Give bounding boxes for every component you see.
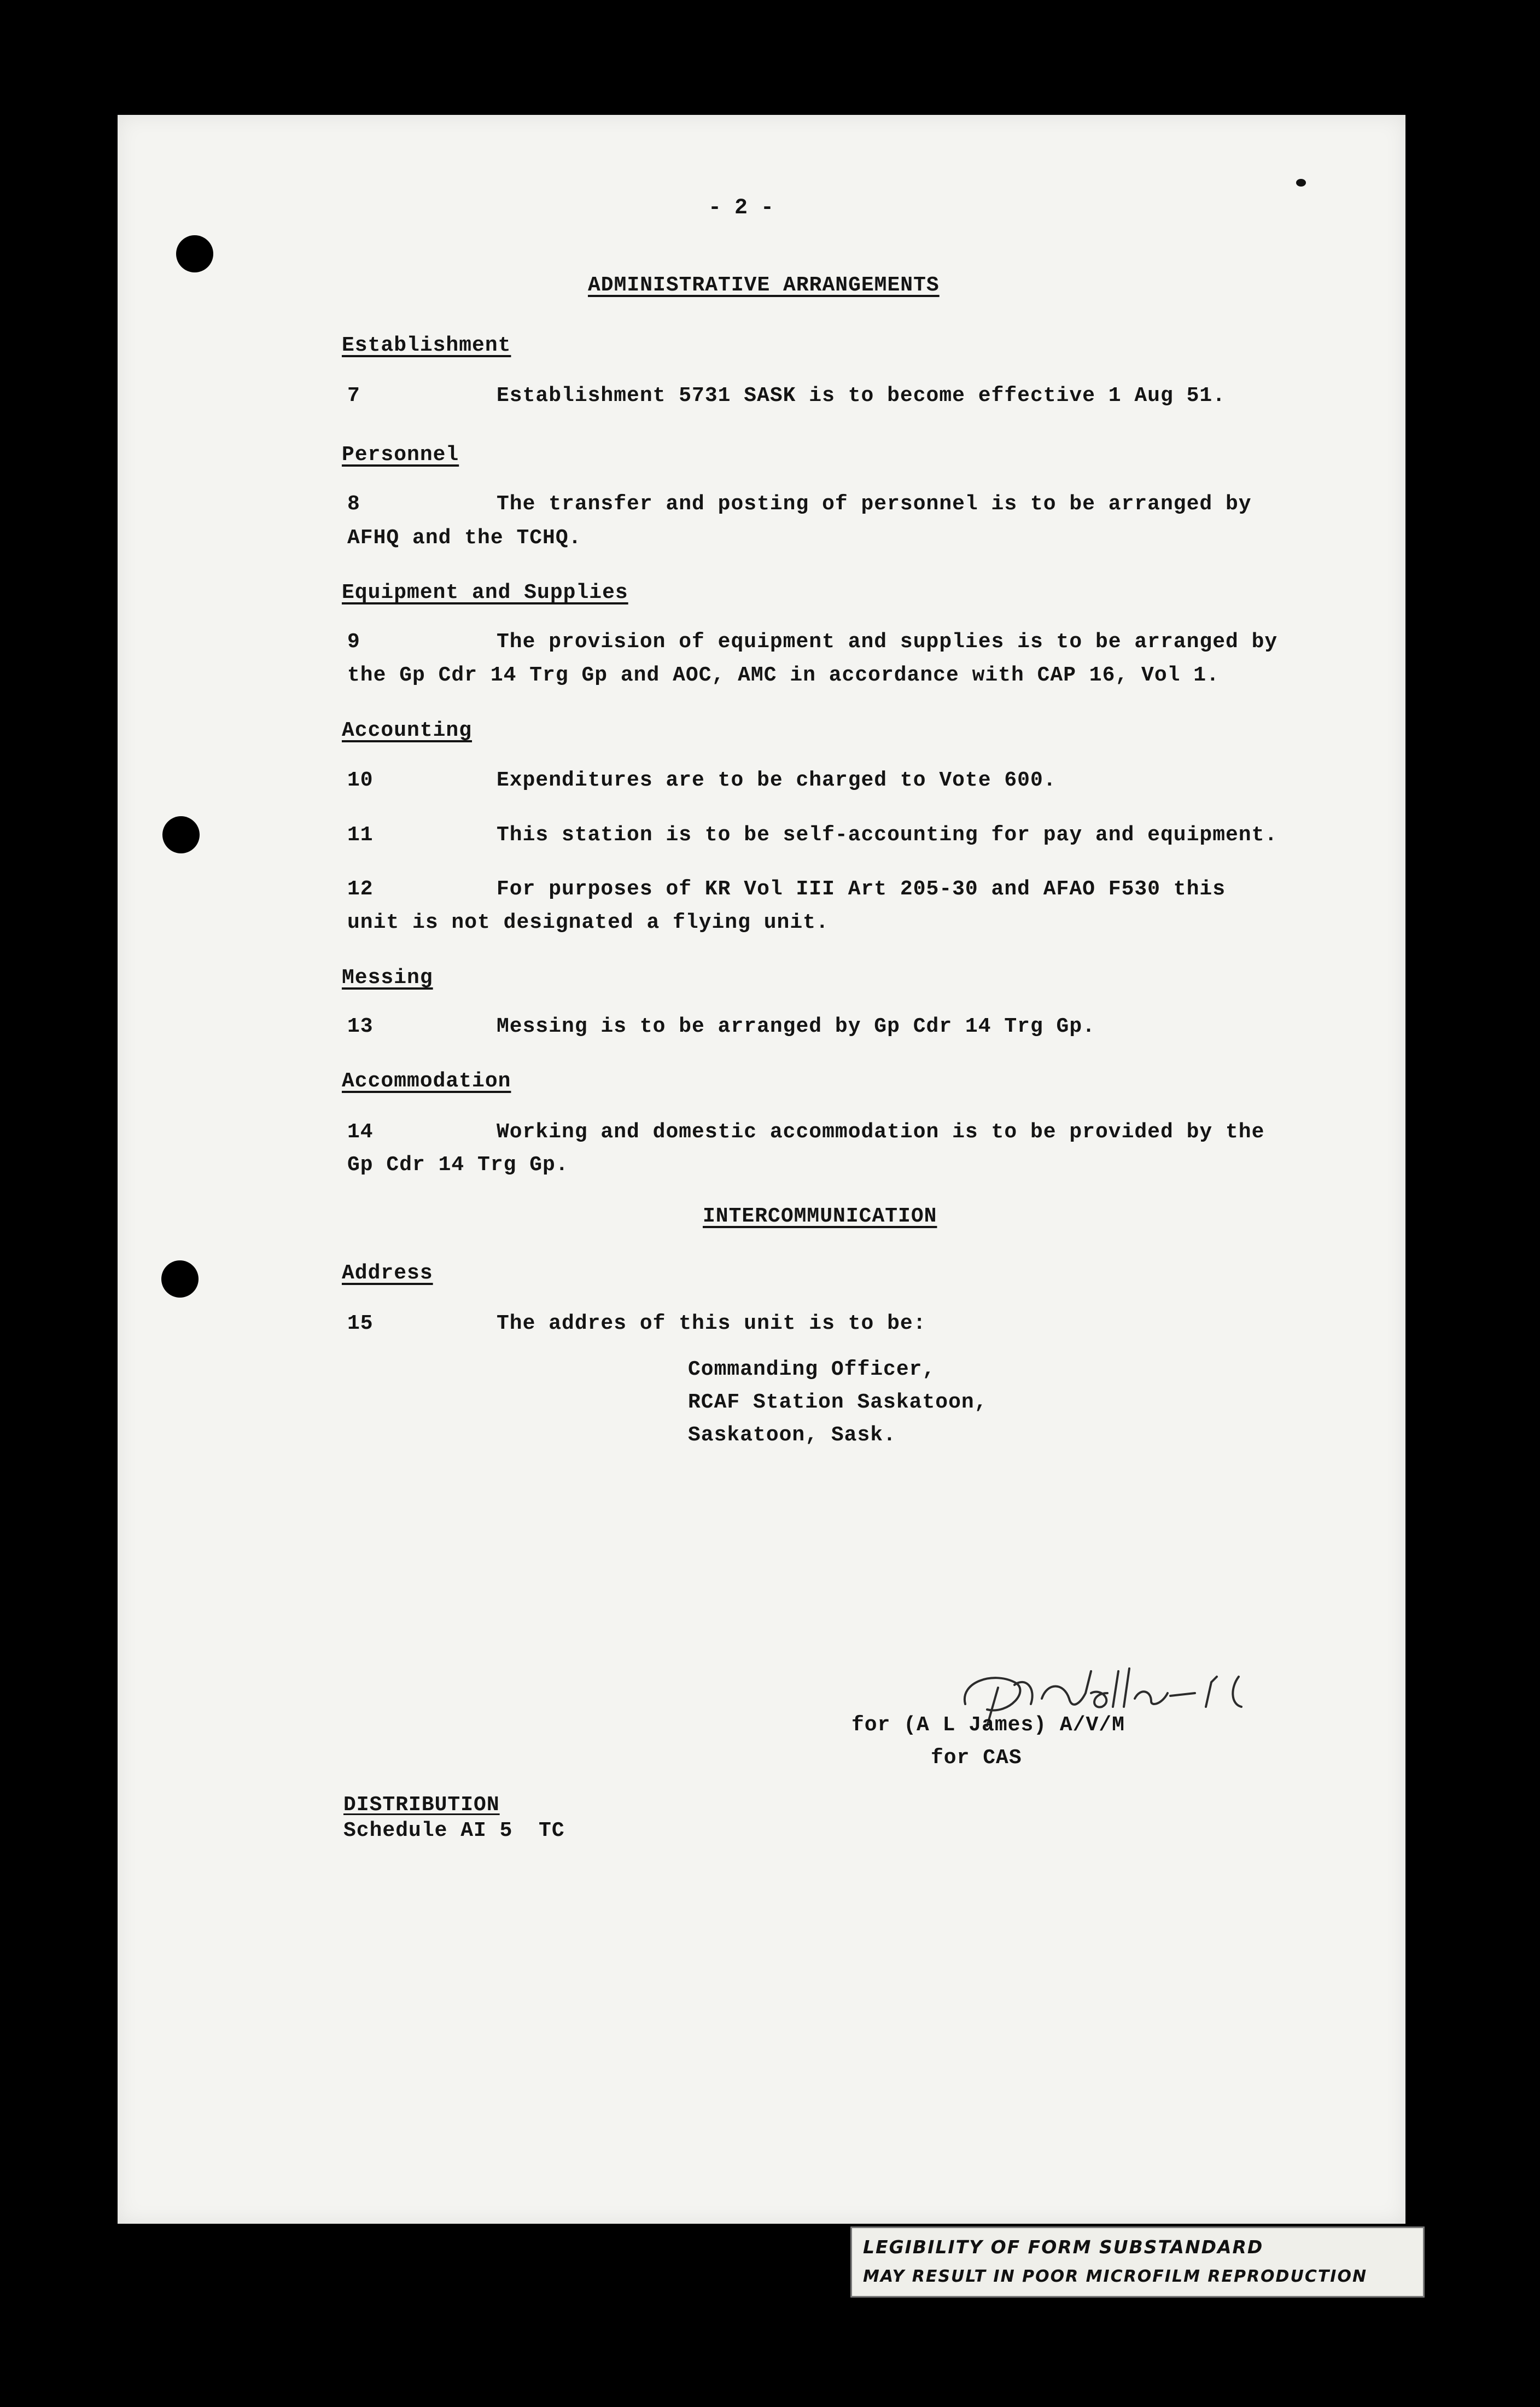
item-text: Working and domestic accommodation is to be provided by the [497,1120,1265,1144]
distribution-text: Schedule AI 5 TC [343,1819,565,1842]
section-title-intercommunication: INTERCOMMUNICATION [703,1205,937,1228]
section-heading-equipment: Equipment and Supplies [342,581,628,604]
section-heading-personnel: Personnel [342,443,459,467]
item-number: 13 [347,1015,374,1038]
document-page [118,115,1405,2224]
punch-hole-bottom [161,1260,199,1298]
item-number: 10 [347,769,374,792]
distribution-heading: DISTRIBUTION [343,1793,500,1817]
section-heading-accommodation: Accommodation [342,1069,511,1093]
item-number: 15 [347,1312,374,1335]
item-text: the Gp Cdr 14 Trg Gp and AOC, AMC in accordance with CAP 16, Vol 1. [347,664,1220,687]
item-number: 9 [347,630,360,654]
item-text: The addres of this unit is to be: [497,1312,926,1335]
signature-line-2: for CAS [931,1746,1022,1770]
item-text: The transfer and posting of personnel is to be arranged by [497,492,1252,516]
item-number: 8 [347,492,360,516]
item-text: unit is not designated a flying unit. [347,911,829,934]
section-heading-accounting: Accounting [342,719,472,742]
page-number: - 2 - [708,196,774,220]
punch-hole-middle [162,816,200,853]
item-text: The provision of equipment and supplies is to be arranged by [497,630,1278,654]
address-line: Commanding Officer, [688,1358,936,1381]
section-heading-messing: Messing [342,966,433,990]
address-line: Saskatoon, Sask. [688,1423,896,1447]
signature-line-1: for (A L James) A/V/M [851,1713,1125,1737]
item-text: Gp Cdr 14 Trg Gp. [347,1153,569,1177]
legibility-line-2: MAY RESULT IN POOR MICROFILM REPRODUCTION [863,2267,1368,2286]
item-text: Establishment 5731 SASK is to become effective 1 Aug 51. [497,384,1226,408]
smudge-mark [1296,179,1306,187]
item-number: 12 [347,877,374,901]
item-number: 7 [347,384,360,408]
address-line: RCAF Station Saskatoon, [688,1391,988,1414]
item-number: 14 [347,1120,374,1144]
item-number: 11 [347,823,374,847]
item-text: This station is to be self-accounting for pay and equipment. [497,823,1278,847]
legibility-line-1: LEGIBILITY OF FORM SUBSTANDARD [863,2236,1264,2258]
item-text: Expenditures are to be charged to Vote 600. [497,769,1057,792]
item-text: AFHQ and the TCHQ. [347,526,582,550]
page-title: ADMINISTRATIVE ARRANGEMENTS [588,274,940,297]
item-text: Messing is to be arranged by Gp Cdr 14 Trg Gp. [497,1015,1095,1038]
legibility-notice [850,2226,1425,2298]
item-text: For purposes of KR Vol III Art 205-30 and AFAO F530 this [497,877,1226,901]
section-heading-establishment: Establishment [342,334,511,357]
section-heading-address: Address [342,1261,433,1285]
punch-hole-top [176,235,213,272]
